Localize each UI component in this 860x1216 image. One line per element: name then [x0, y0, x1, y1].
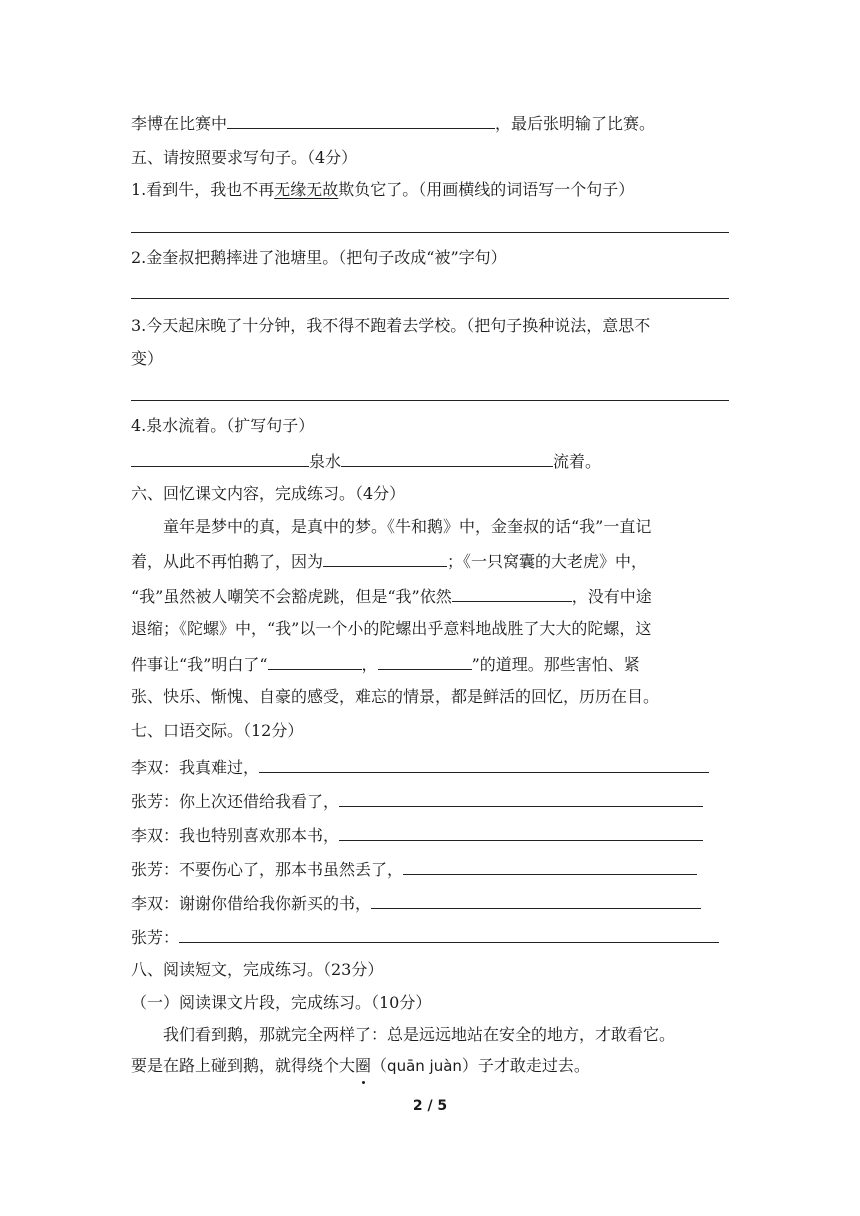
answer-blank[interactable]: [339, 822, 703, 841]
dialogue-text: 张芳：你上次还借给我看了，: [131, 792, 340, 811]
question-4-answer: [131, 448, 601, 474]
pinyin-options: quān juàn: [387, 1057, 462, 1075]
section-heading: 五、请按照要求写句子。（4分）: [131, 148, 358, 167]
passage-line: [131, 1054, 590, 1078]
answer-line[interactable]: [131, 400, 729, 401]
answer-blank[interactable]: [371, 890, 701, 909]
passage-line: 我们看到鹅，那就完全两样了：总是远远地站在安全的地方，才敢看它。: [163, 1025, 676, 1044]
paragraph-line: 张、快乐、惭愧、自豪的感受，难忘的情景，都是鲜活的回忆，历历在目。: [131, 687, 660, 706]
passage-text: 要是在路上碰到鹅，就得绕个大: [131, 1056, 356, 1075]
underlined-word: 无缘无故: [274, 180, 339, 199]
question-3: 3.今天起床晚了十分钟，我不得不跑着去学校。（把句子换种说法，意思不: [131, 316, 651, 335]
paragraph-text: 着，从此不再怕鹅了，因为: [131, 552, 324, 571]
answer-blank[interactable]: [403, 856, 697, 875]
dialogue-line: [131, 924, 719, 950]
dialogue-line: [131, 890, 701, 916]
answer-line[interactable]: [131, 232, 729, 233]
paragraph-text: ，: [361, 655, 378, 674]
paragraph-line: 退缩；《陀螺》中，“我”以一个小的陀螺出乎意料地战胜了大大的陀螺，这: [131, 619, 652, 638]
dialogue-line: [131, 856, 697, 882]
answer-line[interactable]: [131, 298, 729, 299]
dialogue-line: [131, 754, 709, 780]
answer-blank[interactable]: [131, 448, 309, 467]
section-heading: 六、回忆课文内容，完成练习。（4分）: [131, 484, 406, 503]
subsection-heading: （一）阅读课文片段，完成练习。（10分）: [131, 993, 432, 1012]
dialogue-line: [131, 822, 703, 848]
dialogue-line: [131, 788, 703, 814]
paragraph-text: ”的道理。那些害怕、紧: [471, 655, 640, 674]
answer-blank[interactable]: [179, 924, 719, 943]
question-text: 1.看到牛，我也不再: [131, 180, 275, 199]
answer-blank[interactable]: [268, 651, 362, 670]
sentence-line: [131, 110, 655, 136]
passage-text: （: [371, 1056, 388, 1075]
dialogue-text: 李双：谢谢你借给我你新买的书，: [131, 894, 372, 913]
paragraph-line: [131, 651, 640, 677]
sentence-text: ，最后张明输了比赛。: [495, 114, 656, 133]
answer-blank[interactable]: [341, 448, 553, 467]
answer-blank[interactable]: [339, 788, 703, 807]
dialogue-text: 李双：我真难过，: [131, 758, 260, 777]
answer-blank[interactable]: [452, 583, 572, 602]
page-number: 2 / 5: [412, 1098, 448, 1114]
dialogue-text: 李双：我也特别喜欢那本书，: [131, 826, 340, 845]
paragraph-line: 童年是梦中的真，是真中的梦。《牛和鹅》中，金奎叔的话“我”一直记: [163, 517, 652, 536]
question-4: 4.泉水流着。（扩写句子）: [131, 416, 315, 435]
dotted-character: 圈: [355, 1054, 371, 1078]
answer-blank[interactable]: [323, 548, 447, 567]
question-text: 欺负它了。（用画横线的词语写一个句子）: [338, 180, 635, 199]
sentence-text: 流着。: [553, 452, 602, 471]
answer-blank[interactable]: [378, 651, 472, 670]
paragraph-line: [131, 548, 647, 574]
question-2: 2.金奎叔把鹅摔进了池塘里。（把句子改成“被”字句）: [131, 248, 507, 267]
paragraph-text: 件事让“我”明白了“: [131, 655, 268, 674]
paragraph-text: “我”虽然被人嘲笑不会豁虎跳，但是“我”依然: [131, 587, 452, 606]
question-1: [131, 178, 634, 202]
paragraph-line: [131, 583, 652, 609]
passage-text: ）子才敢走过去。: [461, 1056, 590, 1075]
sentence-text: 李博在比赛中: [131, 114, 228, 133]
answer-blank[interactable]: [227, 110, 495, 129]
answer-blank[interactable]: [259, 754, 709, 773]
dialogue-text: 张芳：不要伤心了，那本书虽然丢了，: [131, 860, 404, 879]
question-3-cont: 变）: [131, 349, 164, 368]
paragraph-text: ，没有中途: [571, 587, 652, 606]
section-heading: 八、阅读短文，完成练习。（23分）: [131, 960, 384, 979]
section-heading: 七、口语交际。（12分）: [131, 721, 304, 740]
sentence-text: 泉水: [309, 452, 342, 471]
dialogue-text: 张芳：: [131, 928, 180, 947]
paragraph-text: ；《一只窝囊的大老虎》中，: [447, 552, 648, 571]
